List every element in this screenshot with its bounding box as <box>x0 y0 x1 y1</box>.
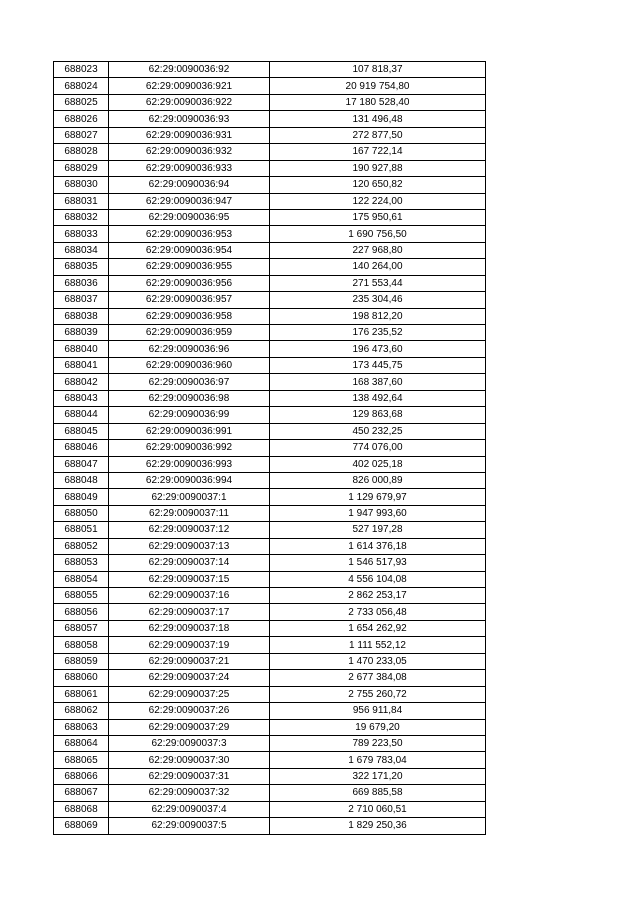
value-cell: 173 445,75 <box>270 357 486 373</box>
table-row <box>54 325 486 341</box>
cadastral-number-cell: 62:29:0090037:15 <box>109 571 270 587</box>
table-row <box>54 588 486 604</box>
cadastral-number-cell: 62:29:0090037:17 <box>109 604 270 620</box>
table-body <box>54 62 486 835</box>
row-id-cell: 688069 <box>54 818 109 834</box>
value-cell: 19 679,20 <box>270 719 486 735</box>
value-cell: 131 496,48 <box>270 111 486 127</box>
table-row <box>54 193 486 209</box>
table-row <box>54 308 486 324</box>
value-cell: 4 556 104,08 <box>270 571 486 587</box>
row-id-cell: 688033 <box>54 226 109 242</box>
value-cell: 1 129 679,97 <box>270 489 486 505</box>
cadastral-number-cell: 62:29:0090036:92 <box>109 62 270 78</box>
cadastral-number-cell: 62:29:0090037:18 <box>109 620 270 636</box>
value-cell: 2 755 260,72 <box>270 686 486 702</box>
value-cell: 1 614 376,18 <box>270 538 486 554</box>
value-cell: 1 679 783,04 <box>270 752 486 768</box>
cadastral-number-cell: 62:29:0090037:16 <box>109 588 270 604</box>
cadastral-number-cell: 62:29:0090036:954 <box>109 242 270 258</box>
table-row <box>54 752 486 768</box>
value-cell: 198 812,20 <box>270 308 486 324</box>
table-row <box>54 670 486 686</box>
table-row <box>54 686 486 702</box>
table-row <box>54 62 486 78</box>
value-cell: 190 927,88 <box>270 160 486 176</box>
value-cell: 227 968,80 <box>270 242 486 258</box>
row-id-cell: 688026 <box>54 111 109 127</box>
cadastral-number-cell: 62:29:0090036:960 <box>109 357 270 373</box>
row-id-cell: 688060 <box>54 670 109 686</box>
value-cell: 196 473,60 <box>270 341 486 357</box>
value-cell: 2 677 384,08 <box>270 670 486 686</box>
row-id-cell: 688058 <box>54 637 109 653</box>
cadastral-number-cell: 62:29:0090036:991 <box>109 423 270 439</box>
table-row <box>54 489 486 505</box>
table-row <box>54 801 486 817</box>
table-row <box>54 111 486 127</box>
value-cell: 826 000,89 <box>270 472 486 488</box>
table-row <box>54 735 486 751</box>
table-row <box>54 719 486 735</box>
row-id-cell: 688034 <box>54 242 109 258</box>
row-id-cell: 688040 <box>54 341 109 357</box>
row-id-cell: 688038 <box>54 308 109 324</box>
value-cell: 272 877,50 <box>270 127 486 143</box>
cadastral-number-cell: 62:29:0090036:94 <box>109 177 270 193</box>
cadastral-number-cell: 62:29:0090037:32 <box>109 785 270 801</box>
table-row <box>54 505 486 521</box>
cadastral-number-cell: 62:29:0090036:994 <box>109 472 270 488</box>
value-cell: 17 180 528,40 <box>270 94 486 110</box>
value-cell: 20 919 754,80 <box>270 78 486 94</box>
row-id-cell: 688067 <box>54 785 109 801</box>
row-id-cell: 688047 <box>54 456 109 472</box>
table-row <box>54 818 486 834</box>
value-cell: 1 470 233,05 <box>270 653 486 669</box>
cadastral-number-cell: 62:29:0090037:29 <box>109 719 270 735</box>
cadastral-number-cell: 62:29:0090037:1 <box>109 489 270 505</box>
row-id-cell: 688053 <box>54 555 109 571</box>
value-cell: 1 829 250,36 <box>270 818 486 834</box>
row-id-cell: 688059 <box>54 653 109 669</box>
table-row <box>54 538 486 554</box>
table-row <box>54 423 486 439</box>
cadastral-number-cell: 62:29:0090036:931 <box>109 127 270 143</box>
value-cell: 322 171,20 <box>270 768 486 784</box>
cadastral-number-cell: 62:29:0090036:953 <box>109 226 270 242</box>
table-row <box>54 440 486 456</box>
table-row <box>54 242 486 258</box>
cadastral-number-cell: 62:29:0090036:932 <box>109 144 270 160</box>
row-id-cell: 688056 <box>54 604 109 620</box>
row-id-cell: 688028 <box>54 144 109 160</box>
value-cell: 669 885,58 <box>270 785 486 801</box>
cadastral-number-cell: 62:29:0090036:993 <box>109 456 270 472</box>
cadastral-number-cell: 62:29:0090037:31 <box>109 768 270 784</box>
cadastral-number-cell: 62:29:0090036:98 <box>109 390 270 406</box>
row-id-cell: 688037 <box>54 292 109 308</box>
cadastral-number-cell: 62:29:0090037:25 <box>109 686 270 702</box>
cadastral-value-table <box>53 61 486 835</box>
table-row <box>54 637 486 653</box>
value-cell: 140 264,00 <box>270 259 486 275</box>
cadastral-number-cell: 62:29:0090037:30 <box>109 752 270 768</box>
row-id-cell: 688065 <box>54 752 109 768</box>
value-cell: 2 862 253,17 <box>270 588 486 604</box>
row-id-cell: 688046 <box>54 440 109 456</box>
cadastral-number-cell: 62:29:0090036:992 <box>109 440 270 456</box>
row-id-cell: 688045 <box>54 423 109 439</box>
value-cell: 107 818,37 <box>270 62 486 78</box>
row-id-cell: 688036 <box>54 275 109 291</box>
table-row <box>54 785 486 801</box>
table-row <box>54 78 486 94</box>
table-row <box>54 407 486 423</box>
table-row <box>54 226 486 242</box>
table-row <box>54 374 486 390</box>
value-cell: 956 911,84 <box>270 703 486 719</box>
row-id-cell: 688066 <box>54 768 109 784</box>
cadastral-number-cell: 62:29:0090037:13 <box>109 538 270 554</box>
row-id-cell: 688044 <box>54 407 109 423</box>
row-id-cell: 688068 <box>54 801 109 817</box>
cadastral-number-cell: 62:29:0090037:26 <box>109 703 270 719</box>
table-row <box>54 341 486 357</box>
table-row <box>54 768 486 784</box>
value-cell: 450 232,25 <box>270 423 486 439</box>
data-sheet <box>53 61 486 835</box>
row-id-cell: 688035 <box>54 259 109 275</box>
table-row <box>54 522 486 538</box>
row-id-cell: 688055 <box>54 588 109 604</box>
row-id-cell: 688052 <box>54 538 109 554</box>
table-row <box>54 259 486 275</box>
row-id-cell: 688064 <box>54 735 109 751</box>
table-row <box>54 160 486 176</box>
cadastral-number-cell: 62:29:0090036:97 <box>109 374 270 390</box>
row-id-cell: 688032 <box>54 209 109 225</box>
table-row <box>54 555 486 571</box>
row-id-cell: 688057 <box>54 620 109 636</box>
value-cell: 138 492,64 <box>270 390 486 406</box>
value-cell: 271 553,44 <box>270 275 486 291</box>
row-id-cell: 688050 <box>54 505 109 521</box>
row-id-cell: 688062 <box>54 703 109 719</box>
value-cell: 122 224,00 <box>270 193 486 209</box>
row-id-cell: 688054 <box>54 571 109 587</box>
row-id-cell: 688043 <box>54 390 109 406</box>
value-cell: 1 690 756,50 <box>270 226 486 242</box>
table-row <box>54 144 486 160</box>
row-id-cell: 688031 <box>54 193 109 209</box>
row-id-cell: 688039 <box>54 325 109 341</box>
table-row <box>54 703 486 719</box>
cadastral-number-cell: 62:29:0090037:3 <box>109 735 270 751</box>
table-row <box>54 127 486 143</box>
cadastral-number-cell: 62:29:0090037:5 <box>109 818 270 834</box>
cadastral-number-cell: 62:29:0090037:21 <box>109 653 270 669</box>
row-id-cell: 688051 <box>54 522 109 538</box>
value-cell: 235 304,46 <box>270 292 486 308</box>
cadastral-number-cell: 62:29:0090036:93 <box>109 111 270 127</box>
cadastral-number-cell: 62:29:0090036:959 <box>109 325 270 341</box>
row-id-cell: 688023 <box>54 62 109 78</box>
value-cell: 402 025,18 <box>270 456 486 472</box>
value-cell: 789 223,50 <box>270 735 486 751</box>
row-id-cell: 688041 <box>54 357 109 373</box>
cadastral-number-cell: 62:29:0090036:95 <box>109 209 270 225</box>
cadastral-number-cell: 62:29:0090036:99 <box>109 407 270 423</box>
cadastral-number-cell: 62:29:0090036:921 <box>109 78 270 94</box>
cadastral-number-cell: 62:29:0090037:19 <box>109 637 270 653</box>
value-cell: 120 650,82 <box>270 177 486 193</box>
row-id-cell: 688061 <box>54 686 109 702</box>
row-id-cell: 688024 <box>54 78 109 94</box>
cadastral-number-cell: 62:29:0090037:4 <box>109 801 270 817</box>
table-row <box>54 292 486 308</box>
cadastral-number-cell: 62:29:0090036:958 <box>109 308 270 324</box>
cadastral-number-cell: 62:29:0090037:14 <box>109 555 270 571</box>
table-row <box>54 472 486 488</box>
cadastral-number-cell: 62:29:0090036:922 <box>109 94 270 110</box>
table-row <box>54 177 486 193</box>
value-cell: 774 076,00 <box>270 440 486 456</box>
row-id-cell: 688048 <box>54 472 109 488</box>
cadastral-number-cell: 62:29:0090036:933 <box>109 160 270 176</box>
value-cell: 527 197,28 <box>270 522 486 538</box>
value-cell: 175 950,61 <box>270 209 486 225</box>
value-cell: 176 235,52 <box>270 325 486 341</box>
row-id-cell: 688027 <box>54 127 109 143</box>
row-id-cell: 688049 <box>54 489 109 505</box>
cadastral-number-cell: 62:29:0090036:947 <box>109 193 270 209</box>
value-cell: 1 111 552,12 <box>270 637 486 653</box>
cadastral-number-cell: 62:29:0090037:12 <box>109 522 270 538</box>
cadastral-number-cell: 62:29:0090036:96 <box>109 341 270 357</box>
table-row <box>54 275 486 291</box>
table-row <box>54 653 486 669</box>
value-cell: 1 947 993,60 <box>270 505 486 521</box>
row-id-cell: 688025 <box>54 94 109 110</box>
cadastral-number-cell: 62:29:0090037:24 <box>109 670 270 686</box>
row-id-cell: 688042 <box>54 374 109 390</box>
row-id-cell: 688030 <box>54 177 109 193</box>
cadastral-number-cell: 62:29:0090036:957 <box>109 292 270 308</box>
value-cell: 2 733 056,48 <box>270 604 486 620</box>
table-row <box>54 390 486 406</box>
value-cell: 1 654 262,92 <box>270 620 486 636</box>
table-row <box>54 620 486 636</box>
value-cell: 2 710 060,51 <box>270 801 486 817</box>
value-cell: 168 387,60 <box>270 374 486 390</box>
table-row <box>54 604 486 620</box>
value-cell: 129 863,68 <box>270 407 486 423</box>
value-cell: 1 546 517,93 <box>270 555 486 571</box>
table-row <box>54 571 486 587</box>
cadastral-number-cell: 62:29:0090037:11 <box>109 505 270 521</box>
table-row <box>54 357 486 373</box>
table-row <box>54 209 486 225</box>
cadastral-number-cell: 62:29:0090036:955 <box>109 259 270 275</box>
cadastral-number-cell: 62:29:0090036:956 <box>109 275 270 291</box>
row-id-cell: 688063 <box>54 719 109 735</box>
row-id-cell: 688029 <box>54 160 109 176</box>
value-cell: 167 722,14 <box>270 144 486 160</box>
table-row <box>54 94 486 110</box>
table-row <box>54 456 486 472</box>
